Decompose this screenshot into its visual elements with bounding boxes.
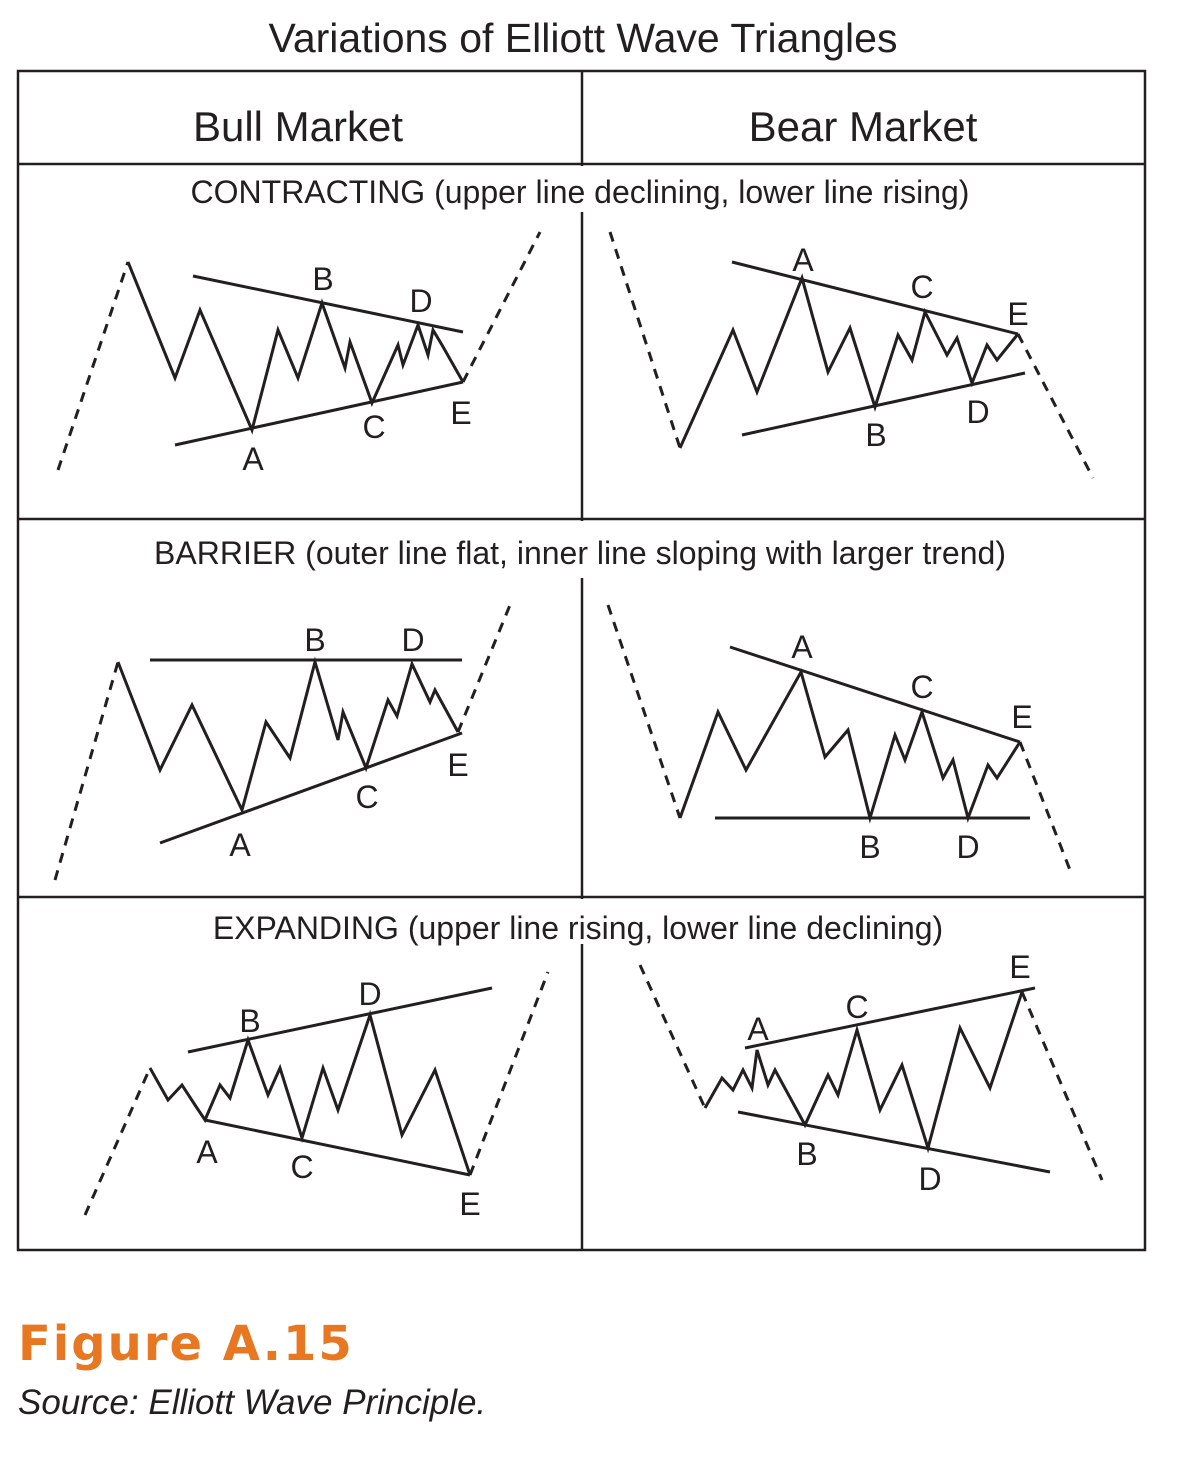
prior-trend-dashed xyxy=(85,1068,150,1215)
contracting-bear-pattern xyxy=(610,232,1093,478)
wave-label-c: C xyxy=(910,669,934,705)
barrier-bull-pattern xyxy=(55,605,510,880)
figure-source: Source: Elliott Wave Principle. xyxy=(18,1383,487,1422)
lower-trendline xyxy=(160,733,462,843)
wave-label-d: D xyxy=(401,622,425,658)
breakout-dashed xyxy=(463,232,540,382)
barrier-heading: BARRIER (outer line flat, inner line sloping with larger trend) xyxy=(154,535,1006,571)
wave-label-a: A xyxy=(229,827,251,863)
lower-trendline xyxy=(205,1120,470,1175)
wave-label-c: C xyxy=(355,779,379,815)
wave-label-e: E xyxy=(447,747,469,783)
lower-trendline xyxy=(175,382,463,445)
upper-trendline xyxy=(745,988,1035,1048)
diagram-title: Variations of Elliott Wave Triangles xyxy=(268,15,898,61)
wave-label-b: B xyxy=(796,1136,818,1172)
wave-label-a: A xyxy=(792,242,814,278)
wave-path xyxy=(118,662,458,810)
expanding-bear-pattern xyxy=(640,949,1102,1197)
prior-trend-dashed xyxy=(610,232,680,448)
wave-label-b: B xyxy=(312,261,334,297)
wave-label-e: E xyxy=(450,395,472,431)
wave-label-b: B xyxy=(239,1003,261,1039)
bull-market-header: Bull Market xyxy=(192,103,404,150)
wave-label-c: C xyxy=(362,409,386,445)
upper-trendline xyxy=(188,988,492,1052)
wave-path xyxy=(680,672,1020,818)
upper-trendline xyxy=(730,647,1020,742)
wave-label-e: E xyxy=(1007,296,1029,332)
prior-trend-dashed xyxy=(640,965,705,1108)
wave-label-d: D xyxy=(358,976,382,1012)
wave-label-c: C xyxy=(290,1149,314,1185)
wave-label-e: E xyxy=(1009,949,1031,985)
wave-label-c: C xyxy=(910,269,934,305)
wave-label-d: D xyxy=(956,829,980,865)
wave-label-a: A xyxy=(196,1134,218,1170)
wave-label-b: B xyxy=(304,622,326,658)
prior-trend-dashed xyxy=(608,605,680,818)
breakout-dashed xyxy=(1022,992,1102,1180)
wave-label-b: B xyxy=(859,829,881,865)
wave-label-d: D xyxy=(409,283,433,319)
upper-trendline xyxy=(732,262,1018,334)
wave-label-d: D xyxy=(918,1161,942,1197)
wave-label-e: E xyxy=(1011,699,1033,735)
figure-label: Figure A.15 xyxy=(18,1316,354,1372)
wave-label-e: E xyxy=(459,1186,481,1222)
bear-market-header: Bear Market xyxy=(748,103,978,150)
prior-trend-dashed xyxy=(58,262,128,470)
wave-label-a: A xyxy=(242,441,264,477)
contracting-bull-pattern xyxy=(58,232,540,477)
breakout-dashed xyxy=(458,605,510,732)
expanding-bull-pattern xyxy=(85,972,548,1222)
breakout-dashed xyxy=(470,972,548,1175)
barrier-bear-pattern xyxy=(608,605,1070,870)
expanding-heading: EXPANDING (upper line rising, lower line declining) xyxy=(212,910,944,946)
wave-label-c: C xyxy=(845,989,869,1025)
lower-trendline xyxy=(738,1112,1050,1172)
breakout-dashed xyxy=(1020,742,1070,870)
contracting-heading: CONTRACTING (upper line declining, lower line rising) xyxy=(190,174,970,210)
wave-label-a: A xyxy=(791,629,813,665)
wave-label-b: B xyxy=(865,417,887,453)
wave-label-d: D xyxy=(966,394,990,430)
breakout-dashed xyxy=(1018,334,1093,478)
prior-trend-dashed xyxy=(55,662,118,880)
wave-label-a: A xyxy=(747,1011,769,1047)
